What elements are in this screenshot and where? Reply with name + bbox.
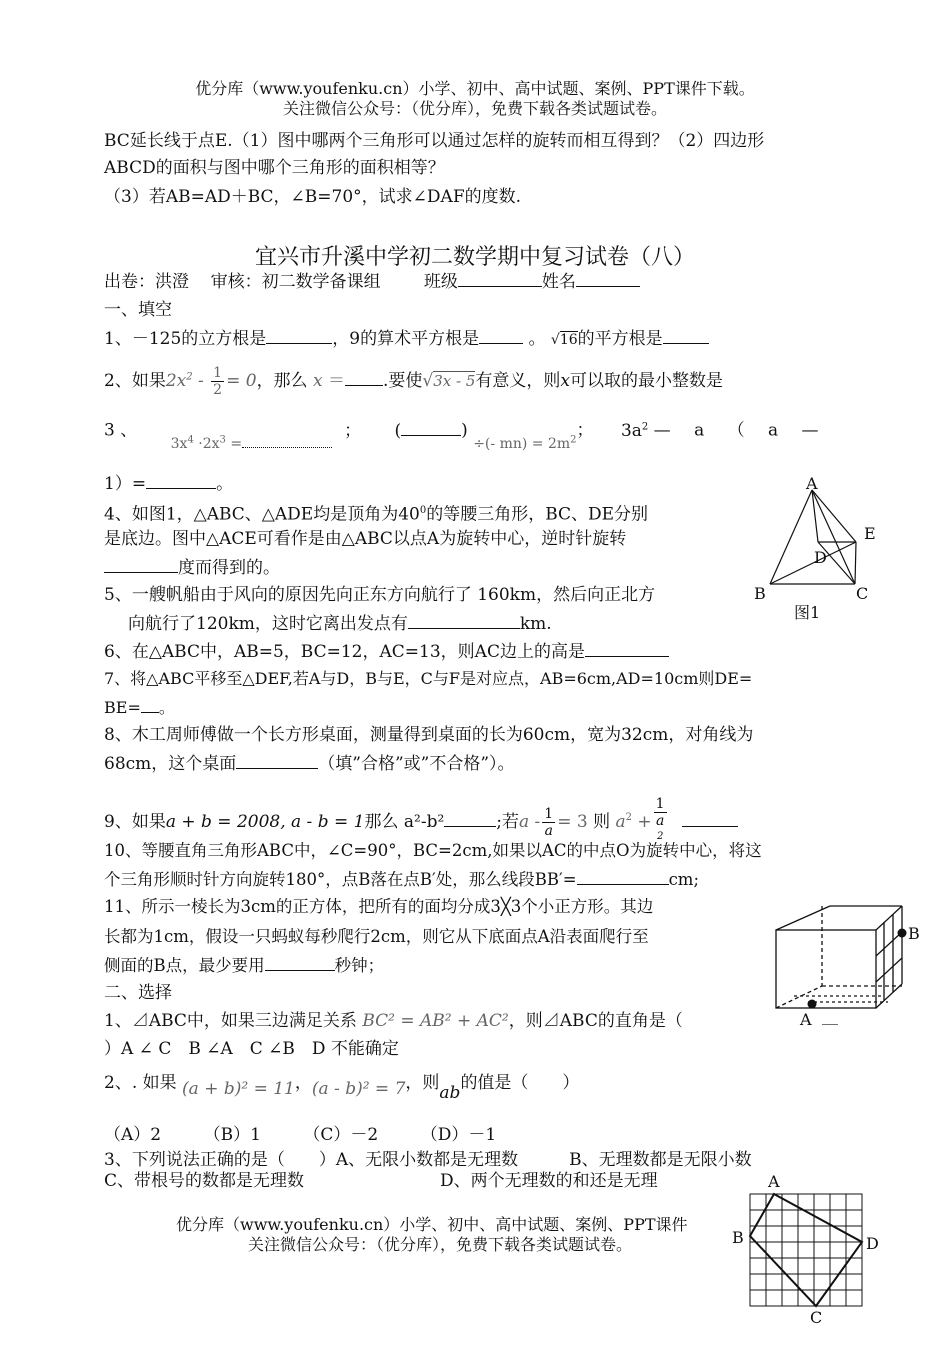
question-5-line-2: 向航行了120km，这时它离出发点有 km. — [128, 614, 552, 634]
class-blank[interactable] — [458, 270, 542, 287]
q4-blank[interactable] — [104, 556, 178, 573]
q8-blank[interactable] — [236, 752, 318, 769]
q2-eq: = 0 — [226, 371, 257, 391]
question-5-line-1: 5、一艘帆船由于风向的原因先向正东方向航行了 160km，然后向正北方 — [104, 585, 656, 605]
cube-point-b — [898, 929, 907, 938]
q6-blank[interactable] — [585, 640, 669, 657]
q2-fraction-half: $\frac{1}{2}$ — [213, 365, 223, 398]
q2-x: x — [312, 371, 323, 391]
sqrt-16: √16 — [550, 332, 578, 348]
q2-expr: $2x^2$ - — [165, 371, 210, 391]
q9-blank-2[interactable] — [682, 810, 738, 827]
choice-2-line-1: 2、. 如果 (a + b)² = 11，(a - b)² = 7，则ab的值是（ ） — [104, 1073, 580, 1103]
question-9: 9、如果a + b = 2008, a - b = 1那么 a²-b² ;若a - $\frac{1}{a}$ = 3 则 $a^2$ + 1 a $^2$ — [104, 796, 738, 849]
prev-problem-line-2: ABCD的面积与图中哪个三角形的面积相等？ — [104, 158, 445, 178]
q2-text-e: 有意义，则 — [475, 371, 561, 391]
fig1-caption: 图1 — [794, 603, 821, 622]
q1-blank-3[interactable] — [663, 327, 709, 344]
question-11-line-2: 长都为1cm，假设一只蚂蚁每秒爬行2cm，则它从下底面点A沿表面爬行至 — [104, 927, 649, 946]
cube-label-b: B — [908, 924, 920, 943]
grid-label-a: A — [768, 1172, 780, 1191]
q2-blank-1[interactable] — [345, 369, 383, 386]
q2-text-b: ，那么 — [256, 371, 308, 391]
choice-1-line-2: ）A ∠ C B ∠A C ∠B D 不能确定 — [104, 1039, 399, 1059]
q3b-text-b: 。 — [216, 474, 234, 494]
q9-fraction-2: 1 a $^2$ — [655, 796, 665, 842]
cube-label-a: A — [800, 1010, 812, 1029]
q1-blank-1[interactable] — [266, 327, 332, 344]
cube-figure — [768, 900, 928, 1032]
choice-3-line-2: C、带根号的数都是无理数 D、两个无理数的和还是无理 — [104, 1171, 658, 1191]
q11-blank[interactable] — [265, 954, 335, 971]
q3-expr-1: 3x4 ·2x3 = — [170, 434, 243, 452]
q1-text-a: 1、－125的立方根是 — [104, 329, 267, 349]
grid-quadrilateral — [750, 1194, 862, 1306]
q3-semicolon-1: ； — [344, 420, 362, 441]
sqrt-16-radicand: 16 — [559, 332, 578, 348]
choice-2-options: （A）2 （B）1 （C）－2 （D）－1 — [104, 1125, 497, 1145]
fig1-label-d: D — [814, 548, 827, 567]
q9-condition: a + b = 2008, a - b = 1 — [165, 811, 365, 832]
q7-blank[interactable] — [141, 696, 159, 713]
question-11-line-1: 11、所示一棱长为3cm的正方体，把所有的面均分成3╳3个小正方形。其边 — [104, 897, 654, 916]
q3-semicolon-2: ； — [576, 420, 594, 441]
choice-3-line-1: 3、下列说法正确的是（ ）A、无限小数都是无理数 B、无理数都是无限小数 — [104, 1150, 752, 1170]
grid-label-b: B — [732, 1228, 744, 1247]
q3-open-paren: ( — [394, 420, 402, 441]
fig1-label-e: E — [864, 524, 876, 543]
prev-problem-line-1: BC延长线于点E.（1）图中哪两个三角形可以通过怎样的旋转而相互得到？（2）四边形 — [104, 131, 765, 151]
q1-text-b: ，9的算术平方根是 — [332, 329, 480, 349]
page-title: 宜兴市升溪中学初二数学期中复习试卷（八） — [254, 245, 695, 270]
c1-relation: BC² = AB² + AC² — [362, 1011, 509, 1031]
q2-sqrt-radicand: 3x - 5 — [433, 372, 476, 390]
q2-x2: x — [560, 371, 570, 391]
question-10-line-2: 个三角形顺时针方向旋转180°，点B落在点B′处，那么线段BB′= cm; — [104, 870, 700, 889]
q2-text-a: 2、如果 — [104, 371, 166, 391]
grid-figure-svg — [730, 1172, 880, 1340]
question-7-line-1: 7、将△ABC平移至△DEF,若A与D，B与E，C与F是对应点，AB=6cm,AD=10cm则DE= — [104, 669, 753, 688]
header-line-2: 关注微信公众号：（优分库），免费下载各类试题试卷。 — [282, 99, 667, 118]
q1-text-c: 。 — [528, 329, 546, 349]
q3-expr-4: — a （ a — — [653, 420, 819, 441]
q9-blank-1[interactable] — [444, 810, 496, 827]
q5-blank[interactable] — [408, 612, 520, 629]
grid-figure — [730, 1172, 880, 1340]
c2-ab: ab — [439, 1083, 461, 1103]
q3-blank-2[interactable] — [401, 419, 461, 436]
fig1-label-b: B — [754, 584, 766, 603]
grid-label-c: C — [810, 1308, 823, 1327]
meta-author: 出卷：洪澄 — [104, 272, 189, 292]
q1-blank-2[interactable] — [479, 327, 523, 344]
question-11-line-3: 侧面的B点，最少要用 秒钟； — [104, 956, 385, 975]
name-blank[interactable] — [576, 270, 640, 287]
fig1-label-c: C — [856, 584, 869, 603]
prev-problem-line-3: （3）若AB=AD＋BC，∠B=70°，试求∠DAF的度数. — [104, 187, 522, 207]
grid-label-d: D — [866, 1234, 879, 1253]
q2-text-d: .要使 — [382, 371, 423, 391]
q2-eq-sign: ＝ — [327, 371, 345, 391]
q3-close-paren: ) — [461, 420, 468, 441]
q1-text-e: 的平方根是 — [577, 329, 663, 349]
question-4-line-1: 4、如图1，△ABC、△ADE均是顶角为$40^0$的等腰三角形，BC、DE分别 — [104, 504, 649, 525]
meta-line — [104, 270, 640, 293]
question-2 — [104, 365, 723, 398]
footer-line-1: 优分库（www.youfenku.cn）小学、初中、高中试题、案例、PPT课件 — [176, 1215, 688, 1234]
c2-expr-2: (a - b)² = 7 — [311, 1079, 406, 1099]
section-2-heading: 二、选择 — [104, 983, 172, 1003]
cube-figure-svg — [768, 900, 928, 1032]
question-8-line-1: 8、木工周师傅做一个长方形桌面，测量得到桌面的长为60cm，宽为32cm，对角线为 — [104, 725, 754, 745]
question-6: 6、在△ABC中，AB=5，BC=12，AC=13，则AC边上的高是 — [104, 640, 669, 663]
q2-sqrt: √3x - 5 — [422, 371, 476, 391]
choice-1-line-1: 1、⊿ABC中，如果三边满足关系 BC² = AB² + AC²，则⊿ABC的直角是（ — [104, 1011, 683, 1031]
question-1 — [104, 327, 709, 351]
q4-degree-sup: 0 — [419, 505, 427, 516]
footer-line-2: 关注微信公众号：（优分库），免费下载各类试题试卷。 — [248, 1235, 633, 1254]
q9-fraction-1: $\frac{1}{a}$ — [544, 805, 554, 839]
meta-review: 审核：初二数学备课组 — [210, 272, 381, 292]
q3b-text-a: 1）= — [104, 474, 147, 494]
q3-blank-1[interactable] — [242, 431, 332, 448]
q3-expr-2: ÷(- mn) = 2m2 — [473, 434, 577, 452]
question-3-cont — [104, 472, 233, 495]
question-4-line-2: 是底边。图中△ACE可看作是由△ABC以点A为旋转中心，逆时针旋转 — [104, 529, 627, 549]
header-line-1: 优分库（www.youfenku.cn）小学、初中、高中试题、案例、PPT课件下载。 — [195, 79, 755, 98]
fig1-label-a: A — [806, 474, 818, 493]
q2-text-f: 可以取的最小整数是 — [569, 371, 723, 391]
c2-expr-1: (a + b)² = 11 — [182, 1079, 295, 1099]
question-10-line-1: 10、等腰直角三角形ABC中，∠C=90°，BC=2cm,如果以AC的中点O为旋转中心，将这 — [104, 841, 762, 860]
question-3 — [104, 416, 819, 452]
cube-point-a — [808, 1000, 817, 1009]
q3-blank-3[interactable] — [146, 472, 216, 489]
figure-1 — [752, 474, 892, 624]
cube-label-dash: __ — [822, 1006, 838, 1025]
q3-expr-3: $3a^2$ — [620, 420, 649, 441]
section-1-heading: 一、填空 — [104, 300, 172, 320]
question-7-line-2: BE= 。 — [104, 698, 175, 717]
meta-class-label: 班级 — [423, 272, 458, 292]
question-4-line-3: 度而得到的。 — [104, 556, 280, 579]
q10-blank[interactable] — [577, 868, 669, 885]
question-8-line-2: 68cm，这个桌面 （填”合格”或”不合格”）。 — [104, 754, 515, 774]
q3-label: 3 、 — [104, 420, 138, 441]
meta-name-label: 姓名 — [541, 272, 576, 292]
